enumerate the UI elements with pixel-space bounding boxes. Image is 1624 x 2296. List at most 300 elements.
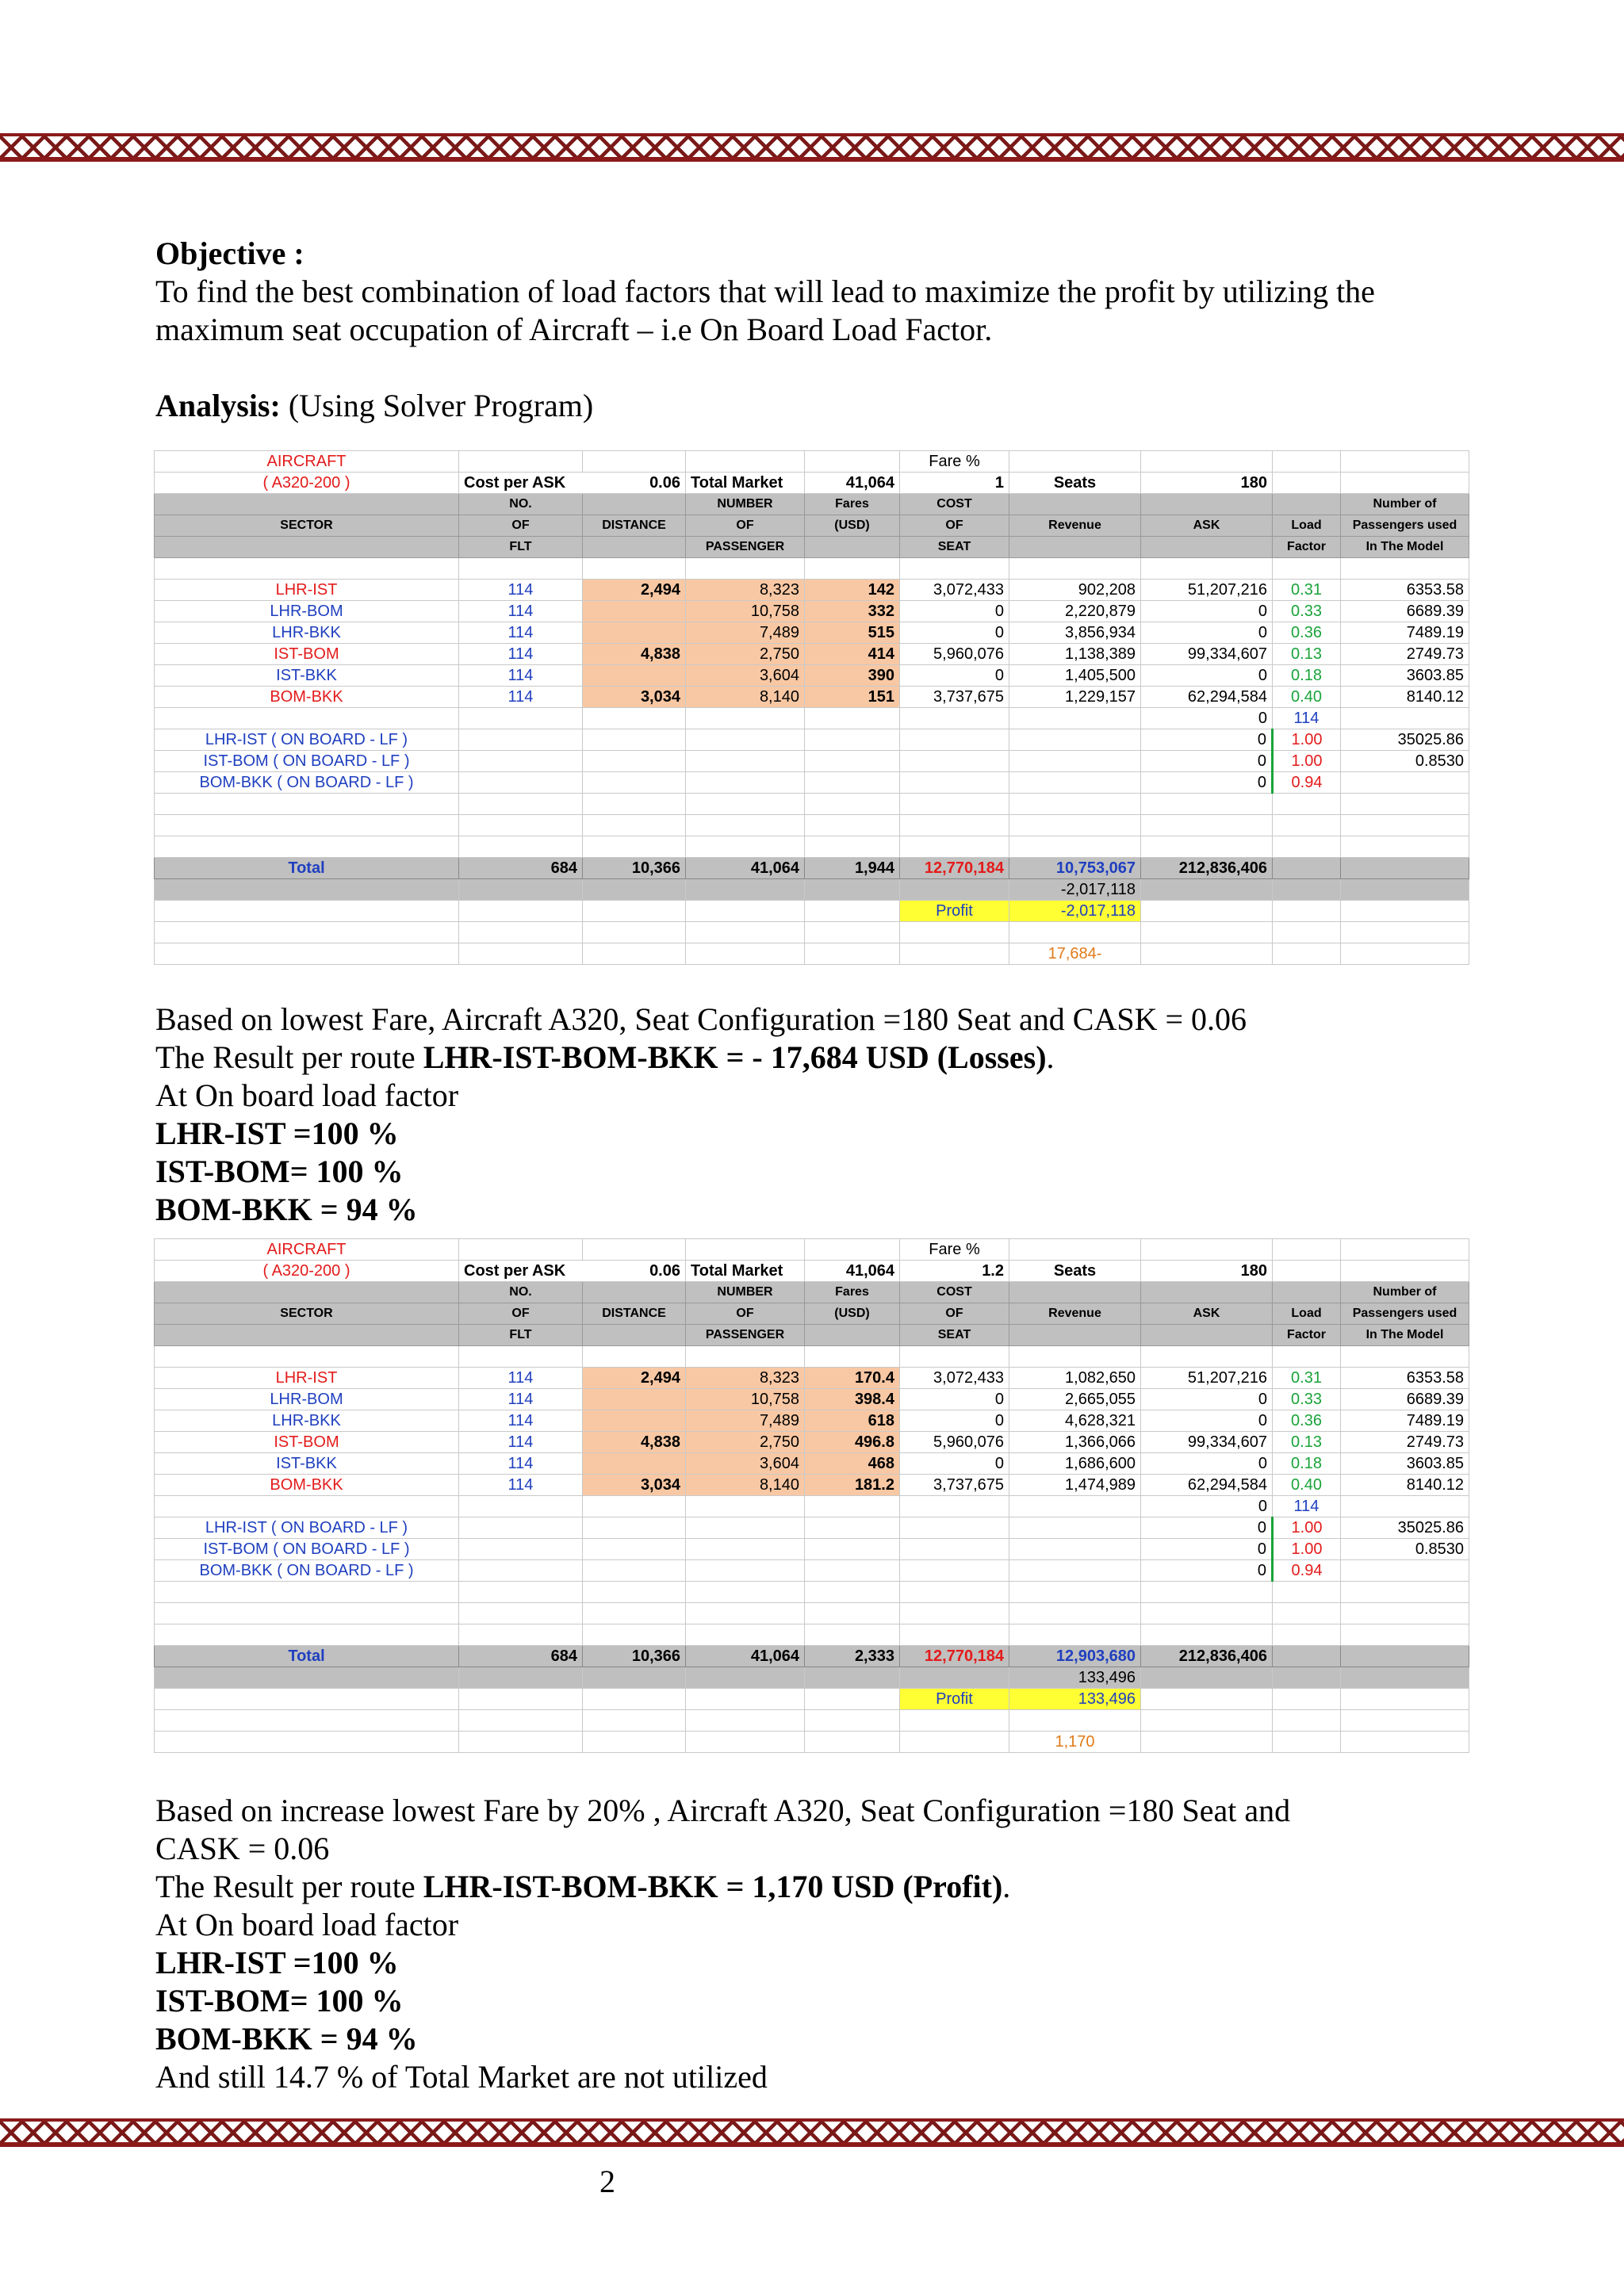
total-cost: 12,770,184 — [900, 858, 1009, 879]
header-cell: DISTANCE — [583, 1303, 686, 1325]
header-cell — [1009, 1282, 1141, 1303]
route-row — [155, 1389, 1469, 1410]
flights: 114 — [459, 580, 583, 601]
total-fares: 1,944 — [805, 858, 900, 879]
sector-name: IST-BKK — [155, 1453, 459, 1475]
fare-pct-label: Fare % — [900, 1239, 1009, 1261]
header-cell: COST — [900, 494, 1009, 515]
route-row — [155, 644, 1469, 665]
aircraft-label: AIRCRAFT — [155, 451, 459, 473]
flights: 114 — [459, 601, 583, 622]
header-cell — [1141, 537, 1273, 558]
load-factor: 0.13 — [1273, 644, 1341, 665]
fare: 390 — [805, 665, 900, 687]
header-cell: OF — [686, 1303, 805, 1325]
ask: 0 — [1141, 665, 1273, 687]
flights: 114 — [459, 1432, 583, 1453]
ask: 0 — [1141, 1453, 1273, 1475]
header-cell: Fares — [805, 1282, 900, 1303]
on-board-lf-value: 1.00 — [1273, 729, 1341, 751]
cell — [459, 451, 583, 473]
header-cell: Number of — [1341, 494, 1469, 515]
aircraft-model: ( A320-200 ) — [155, 1261, 459, 1282]
passengers: 8,140 — [686, 1475, 805, 1496]
cell — [1141, 1239, 1273, 1261]
sector-name: BOM-BKK — [155, 1475, 459, 1496]
on-board-lf-value: 1.00 — [1273, 751, 1341, 772]
result2-lf-bom-bkk: BOM-BKK = 94 % — [155, 2021, 418, 2057]
cost-of-seat: 0 — [900, 1389, 1009, 1410]
result2-line-1: Based on increase lowest Fare by 20% , Aircraft A320, Seat Configuration =180 Seat and — [155, 1793, 1291, 1828]
revenue: 3,856,934 — [1009, 622, 1141, 644]
cost-of-seat: 5,960,076 — [900, 1432, 1009, 1453]
passengers: 10,758 — [686, 1389, 805, 1410]
cell — [686, 451, 805, 473]
ask: 0 — [1141, 1389, 1273, 1410]
cell — [1141, 451, 1273, 473]
header-cell — [583, 494, 686, 515]
objective-line-1: To find the best combination of load factors that will lead to maximize the profit by utilizing the — [155, 274, 1375, 309]
total-revenue: 12,903,680 — [1009, 1646, 1141, 1667]
header-cell — [1009, 494, 1141, 515]
distance: 4,838 — [583, 644, 686, 665]
passengers-used: 0.8530 — [1341, 751, 1469, 772]
result2-lf-ist-bom: IST-BOM= 100 % — [155, 1983, 404, 2019]
load-factor: 0.36 — [1273, 1410, 1341, 1432]
fare: 414 — [805, 644, 900, 665]
load-factor: 114 — [1273, 1496, 1341, 1517]
on-board-lf-value: 1.00 — [1273, 1517, 1341, 1539]
distance — [583, 601, 686, 622]
sector-name: LHR-BOM — [155, 1389, 459, 1410]
result2-period: . — [1002, 1869, 1011, 1904]
total-flights: 684 — [459, 858, 583, 879]
passengers-used: 2749.73 — [1341, 1432, 1469, 1453]
passengers-used: 6689.39 — [1341, 1389, 1469, 1410]
header-cell: ASK — [1141, 1303, 1273, 1325]
fare-pct-value: 1.2 — [900, 1261, 1009, 1282]
result1-prefix: The Result per route — [155, 1039, 423, 1075]
passengers: 8,323 — [686, 580, 805, 601]
ask: 0 — [1141, 601, 1273, 622]
header-cell — [1273, 494, 1341, 515]
total-row — [155, 1646, 1469, 1667]
decorative-border-bottom — [0, 2118, 1624, 2153]
profit-value: 133,496 — [1009, 1689, 1141, 1710]
passengers-used: 3603.85 — [1341, 665, 1469, 687]
profit-label: Profit — [900, 901, 1009, 922]
revenue-minus-cost: -2,017,118 — [1009, 879, 1141, 901]
header-cell: PASSENGER — [686, 537, 805, 558]
passengers: 2,750 — [686, 1432, 805, 1453]
flights: 114 — [459, 1389, 583, 1410]
total-fares: 2,333 — [805, 1646, 900, 1667]
passengers-used: 6689.39 — [1341, 601, 1469, 622]
revenue: 4,628,321 — [1009, 1410, 1141, 1432]
route-row — [155, 687, 1469, 708]
on-board-lf-label: LHR-IST ( ON BOARD - LF ) — [155, 729, 459, 751]
cell — [1009, 451, 1141, 473]
ask: 99,334,607 — [1141, 644, 1273, 665]
sheet-table — [154, 1238, 1469, 1753]
flights: 114 — [459, 1453, 583, 1475]
fare: 181.2 — [805, 1475, 900, 1496]
header-cell: OF — [900, 515, 1009, 537]
result2-line-2: CASK = 0.06 — [155, 1831, 330, 1866]
result1-value: LHR-IST-BOM-BKK = - 17,684 USD (Losses) — [423, 1039, 1047, 1075]
revenue: 2,665,055 — [1009, 1389, 1141, 1410]
header-cell: FLT — [459, 537, 583, 558]
ask: 51,207,216 — [1141, 1368, 1273, 1389]
header-cell: Fares — [805, 494, 900, 515]
header-cell: DISTANCE — [583, 515, 686, 537]
cost-of-seat: 0 — [900, 1410, 1009, 1432]
cell — [1273, 451, 1341, 473]
passengers-used: 0.8530 — [1341, 1539, 1469, 1560]
aircraft-label: AIRCRAFT — [155, 1239, 459, 1261]
sector-name: LHR-BOM — [155, 601, 459, 622]
total-cost: 12,770,184 — [900, 1646, 1009, 1667]
sector-name: IST-BKK — [155, 665, 459, 687]
header-cell: OF — [900, 1303, 1009, 1325]
result1-lf-bom-bkk: BOM-BKK = 94 % — [155, 1192, 418, 1227]
sheet-table — [154, 450, 1469, 965]
fare: 142 — [805, 580, 900, 601]
sector-name: IST-BOM — [155, 644, 459, 665]
on-board-lf-label: IST-BOM ( ON BOARD - LF ) — [155, 751, 459, 772]
cost-of-seat: 0 — [900, 665, 1009, 687]
header-cell — [583, 1282, 686, 1303]
objective-heading: Objective : — [155, 235, 304, 271]
header-cell — [1141, 1325, 1273, 1346]
header-cell — [805, 537, 900, 558]
total-ask: 212,836,406 — [1141, 1646, 1273, 1667]
on-board-lf-value: 0.94 — [1273, 1560, 1341, 1582]
header-cell: (USD) — [805, 1303, 900, 1325]
distance: 2,494 — [583, 580, 686, 601]
revenue: 1,405,500 — [1009, 665, 1141, 687]
cell — [1341, 1239, 1469, 1261]
per-route-result: 17,684- — [1009, 943, 1141, 965]
cost-of-seat: 0 — [900, 601, 1009, 622]
passengers-used: 7489.19 — [1341, 622, 1469, 644]
cost-of-seat: 0 — [900, 622, 1009, 644]
header-cell: Number of — [1341, 1282, 1469, 1303]
passengers-used: 8140.12 — [1341, 687, 1469, 708]
header-cell: SEAT — [900, 1325, 1009, 1346]
sector-name: LHR-BKK — [155, 622, 459, 644]
cost-per-ask: Cost per ASK 0.06 — [459, 473, 686, 494]
flights: 114 — [459, 622, 583, 644]
flights: 114 — [459, 1368, 583, 1389]
load-factor: 0.31 — [1273, 1368, 1341, 1389]
fare: 332 — [805, 601, 900, 622]
total-label: Total — [155, 1646, 459, 1667]
flights: 114 — [459, 1410, 583, 1432]
total-ask: 212,836,406 — [1141, 858, 1273, 879]
cell — [805, 451, 900, 473]
route-row — [155, 665, 1469, 687]
revenue: 2,220,879 — [1009, 601, 1141, 622]
cell — [1009, 1239, 1141, 1261]
header-cell: (USD) — [805, 515, 900, 537]
header-cell — [155, 1325, 459, 1346]
profit-value: -2,017,118 — [1009, 901, 1141, 922]
route-row — [155, 1475, 1469, 1496]
result1-line-1: Based on lowest Fare, Aircraft A320, Seat Configuration =180 Seat and CASK = 0.06 — [155, 1001, 1247, 1037]
total-market-value: 41,064 — [805, 1261, 900, 1282]
cell — [583, 451, 686, 473]
passengers: 7,489 — [686, 622, 805, 644]
route-row — [155, 601, 1469, 622]
fare: 515 — [805, 622, 900, 644]
passengers-used: 2749.73 — [1341, 644, 1469, 665]
revenue: 902,208 — [1009, 580, 1141, 601]
route-row — [155, 580, 1469, 601]
sector-name: LHR-BKK — [155, 1410, 459, 1432]
load-factor: 0.18 — [1273, 1453, 1341, 1475]
distance — [583, 1453, 686, 1475]
header-cell — [155, 537, 459, 558]
passengers: 2,750 — [686, 644, 805, 665]
fare: 151 — [805, 687, 900, 708]
cost-per-ask: Cost per ASK 0.06 — [459, 1261, 686, 1282]
ask: 0 — [1141, 622, 1273, 644]
header-cell: SECTOR — [155, 515, 459, 537]
revenue: 1,082,650 — [1009, 1368, 1141, 1389]
seats-label: Seats — [1009, 473, 1141, 494]
ask: 0 — [1141, 1560, 1273, 1582]
distance: 3,034 — [583, 1475, 686, 1496]
header-cell: ASK — [1141, 515, 1273, 537]
header-cell — [1009, 1325, 1141, 1346]
distance: 4,838 — [583, 1432, 686, 1453]
total-distance: 10,366 — [583, 1646, 686, 1667]
cell — [805, 1239, 900, 1261]
revenue: 1,686,600 — [1009, 1453, 1141, 1475]
page-number: 2 — [599, 2164, 615, 2199]
header-cell: Revenue — [1009, 515, 1141, 537]
header-cell: Load — [1273, 515, 1341, 537]
route-row — [155, 1368, 1469, 1389]
fare: 618 — [805, 1410, 900, 1432]
sector-name: IST-BOM — [155, 1432, 459, 1453]
analysis-label: Analysis: — [155, 388, 281, 423]
on-board-lf-value: 0.94 — [1273, 772, 1341, 794]
fare: 468 — [805, 1453, 900, 1475]
load-factor: 0.40 — [1273, 687, 1341, 708]
passengers: 10,758 — [686, 601, 805, 622]
total-flights: 684 — [459, 1646, 583, 1667]
passengers-used — [1341, 1560, 1469, 1582]
header-cell: OF — [459, 515, 583, 537]
result1-line-2 — [155, 1039, 1055, 1077]
cell — [1341, 451, 1469, 473]
load-factor: 0.40 — [1273, 1475, 1341, 1496]
total-label: Total — [155, 858, 459, 879]
ask: 0 — [1141, 751, 1273, 772]
sector-name: BOM-BKK — [155, 687, 459, 708]
cell — [459, 1239, 583, 1261]
distance — [583, 1410, 686, 1432]
cost-of-seat: 3,072,433 — [900, 1368, 1009, 1389]
seats-value: 180 — [1141, 473, 1273, 494]
result2-prefix: The Result per route — [155, 1869, 423, 1904]
load-factor: 0.36 — [1273, 622, 1341, 644]
header-cell: Revenue — [1009, 1303, 1141, 1325]
flights: 114 — [459, 1475, 583, 1496]
passengers-used: 6353.58 — [1341, 580, 1469, 601]
passengers-used: 6353.58 — [1341, 1368, 1469, 1389]
cell — [1341, 473, 1469, 494]
passengers: 3,604 — [686, 665, 805, 687]
ask: 0 — [1141, 1496, 1273, 1517]
analysis-rest: (Using Solver Program) — [280, 388, 594, 423]
header-cell: In The Model — [1341, 1325, 1469, 1346]
header-cell: FLT — [459, 1325, 583, 1346]
header-cell: Passengers used — [1341, 515, 1469, 537]
ask: 0 — [1141, 1539, 1273, 1560]
on-board-lf-label: BOM-BKK ( ON BOARD - LF ) — [155, 772, 459, 794]
distance — [583, 622, 686, 644]
on-board-lf-label: BOM-BKK ( ON BOARD - LF ) — [155, 1560, 459, 1582]
result2-line-4: At On board load factor — [155, 1907, 459, 1942]
header-cell: NO. — [459, 494, 583, 515]
result1-lf-lhr-ist: LHR-IST =100 % — [155, 1115, 399, 1151]
passengers-used — [1341, 772, 1469, 794]
result2-line-8: And still 14.7 % of Total Market are not utilized — [155, 2059, 768, 2095]
header-cell — [155, 494, 459, 515]
header-cell: PASSENGER — [686, 1325, 805, 1346]
passengers: 3,604 — [686, 1453, 805, 1475]
decorative-border-top — [0, 133, 1624, 168]
passengers-used: 35025.86 — [1341, 729, 1469, 751]
header-cell — [1141, 494, 1273, 515]
revenue: 1,474,989 — [1009, 1475, 1141, 1496]
ask: 0 — [1141, 1517, 1273, 1539]
distance: 2,494 — [583, 1368, 686, 1389]
passengers: 8,140 — [686, 687, 805, 708]
revenue-minus-cost: 133,496 — [1009, 1667, 1141, 1689]
fare-pct-value: 1 — [900, 473, 1009, 494]
total-revenue: 10,753,067 — [1009, 858, 1141, 879]
header-cell — [583, 1325, 686, 1346]
ask: 99,334,607 — [1141, 1432, 1273, 1453]
cell — [1341, 1261, 1469, 1282]
result1-lf-ist-bom: IST-BOM= 100 % — [155, 1154, 404, 1189]
header-cell: NUMBER — [686, 494, 805, 515]
load-factor: 0.31 — [1273, 580, 1341, 601]
header-cell: SECTOR — [155, 1303, 459, 1325]
result2-line-3 — [155, 1868, 1010, 1906]
seats-value: 180 — [1141, 1261, 1273, 1282]
cost-of-seat: 3,737,675 — [900, 687, 1009, 708]
header-cell — [805, 1325, 900, 1346]
ask: 62,294,584 — [1141, 1475, 1273, 1496]
header-cell — [1009, 537, 1141, 558]
header-cell: OF — [686, 515, 805, 537]
fare: 170.4 — [805, 1368, 900, 1389]
analysis-line — [155, 387, 593, 425]
passengers: 7,489 — [686, 1410, 805, 1432]
header-cell: In The Model — [1341, 537, 1469, 558]
distance: 3,034 — [583, 687, 686, 708]
load-factor: 0.13 — [1273, 1432, 1341, 1453]
header-cell: OF — [459, 1303, 583, 1325]
total-passengers: 41,064 — [686, 1646, 805, 1667]
cell — [1273, 1261, 1341, 1282]
revenue: 1,138,389 — [1009, 644, 1141, 665]
result1-line-3: At On board load factor — [155, 1077, 459, 1113]
load-factor: 0.33 — [1273, 1389, 1341, 1410]
header-cell: SEAT — [900, 537, 1009, 558]
total-market-label: Total Market — [686, 473, 805, 494]
header-cell — [1141, 1282, 1273, 1303]
header-cell: Factor — [1273, 537, 1341, 558]
route-row — [155, 1432, 1469, 1453]
passengers-used: 8140.12 — [1341, 1475, 1469, 1496]
header-cell — [1273, 1282, 1341, 1303]
profit-label: Profit — [900, 1689, 1009, 1710]
passengers: 8,323 — [686, 1368, 805, 1389]
objective-line-2: maximum seat occupation of Aircraft – i.e On Board Load Factor. — [155, 312, 993, 347]
ask: 0 — [1141, 729, 1273, 751]
cost-of-seat: 0 — [900, 1453, 1009, 1475]
total-distance: 10,366 — [583, 858, 686, 879]
passengers-used: 35025.86 — [1341, 1517, 1469, 1539]
header-cell — [583, 537, 686, 558]
solver-sheet-fare-plus-20 — [154, 1238, 1469, 1753]
cost-of-seat: 3,737,675 — [900, 1475, 1009, 1496]
header-cell: NUMBER — [686, 1282, 805, 1303]
on-board-lf-label: IST-BOM ( ON BOARD - LF ) — [155, 1539, 459, 1560]
cell — [686, 1239, 805, 1261]
revenue: 1,366,066 — [1009, 1432, 1141, 1453]
total-market-label: Total Market — [686, 1261, 805, 1282]
revenue: 1,229,157 — [1009, 687, 1141, 708]
header-cell: Passengers used — [1341, 1303, 1469, 1325]
fare: 398.4 — [805, 1389, 900, 1410]
header-cell: NO. — [459, 1282, 583, 1303]
passengers-used: 7489.19 — [1341, 1410, 1469, 1432]
ask: 51,207,216 — [1141, 580, 1273, 601]
ask: 0 — [1141, 1410, 1273, 1432]
total-row — [155, 858, 1469, 879]
total-market-value: 41,064 — [805, 473, 900, 494]
ask: 0 — [1141, 772, 1273, 794]
ask: 62,294,584 — [1141, 687, 1273, 708]
flights: 114 — [459, 644, 583, 665]
load-factor: 114 — [1273, 708, 1341, 729]
route-row — [155, 622, 1469, 644]
result2-value: LHR-IST-BOM-BKK = 1,170 USD (Profit) — [423, 1869, 1003, 1904]
route-row — [155, 1410, 1469, 1432]
fare: 496.8 — [805, 1432, 900, 1453]
header-cell: Load — [1273, 1303, 1341, 1325]
fare-pct-label: Fare % — [900, 451, 1009, 473]
cost-of-seat: 3,072,433 — [900, 580, 1009, 601]
sector-name: LHR-IST — [155, 580, 459, 601]
flights: 114 — [459, 665, 583, 687]
on-board-lf-label: LHR-IST ( ON BOARD - LF ) — [155, 1517, 459, 1539]
load-factor: 0.18 — [1273, 665, 1341, 687]
aircraft-model: ( A320-200 ) — [155, 473, 459, 494]
result2-lf-lhr-ist: LHR-IST =100 % — [155, 1945, 399, 1980]
passengers-used: 3603.85 — [1341, 1453, 1469, 1475]
distance — [583, 665, 686, 687]
flights: 114 — [459, 687, 583, 708]
route-row — [155, 1453, 1469, 1475]
